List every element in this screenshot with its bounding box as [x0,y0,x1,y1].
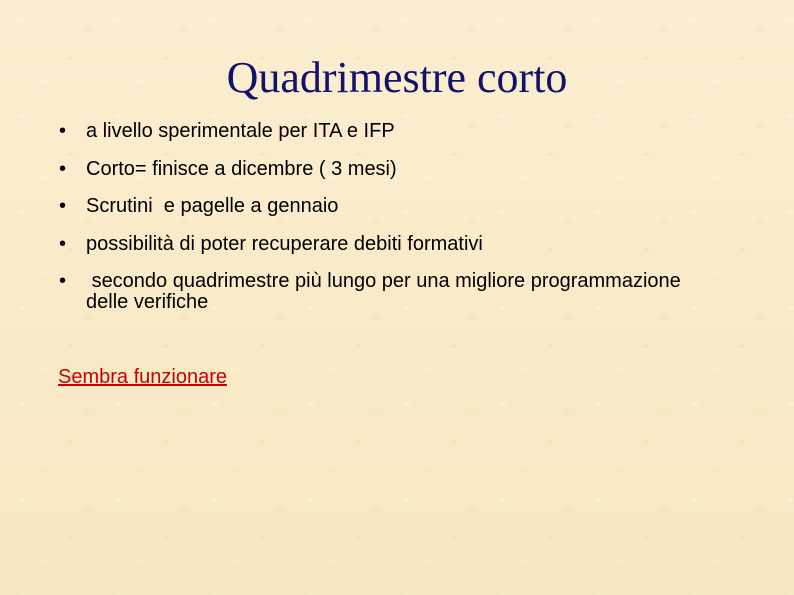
bullet-marker: • [59,195,67,217]
bullet-list [58,121,701,330]
bullet-text: Scrutini e pagelle a gennaio [86,195,339,217]
bullet-marker: • [59,157,67,180]
bullet-item [58,159,701,180]
bullet-item [58,234,701,255]
bullet-item [58,121,701,142]
bullet-marker: • [59,120,67,142]
sembra-funzionare-link[interactable]: Sembra funzionare [58,366,227,388]
bullet-marker: • [59,232,67,255]
bullet-text: a livello sperimentale per ITA e IFP [86,120,395,142]
bullet-text: possibilità di poter recuperare debiti formativi [86,232,483,255]
bullet-item [58,271,701,313]
bullet-marker: • [59,270,67,292]
bullet-text: Corto= finisce a dicembre ( 3 mesi) [86,157,397,180]
bullet-text: secondo quadrimestre più lungo per una migliore programmazione delle verifiche [86,270,687,313]
bullet-item [58,196,701,217]
slide-title: Quadrimestre corto [226,53,568,102]
